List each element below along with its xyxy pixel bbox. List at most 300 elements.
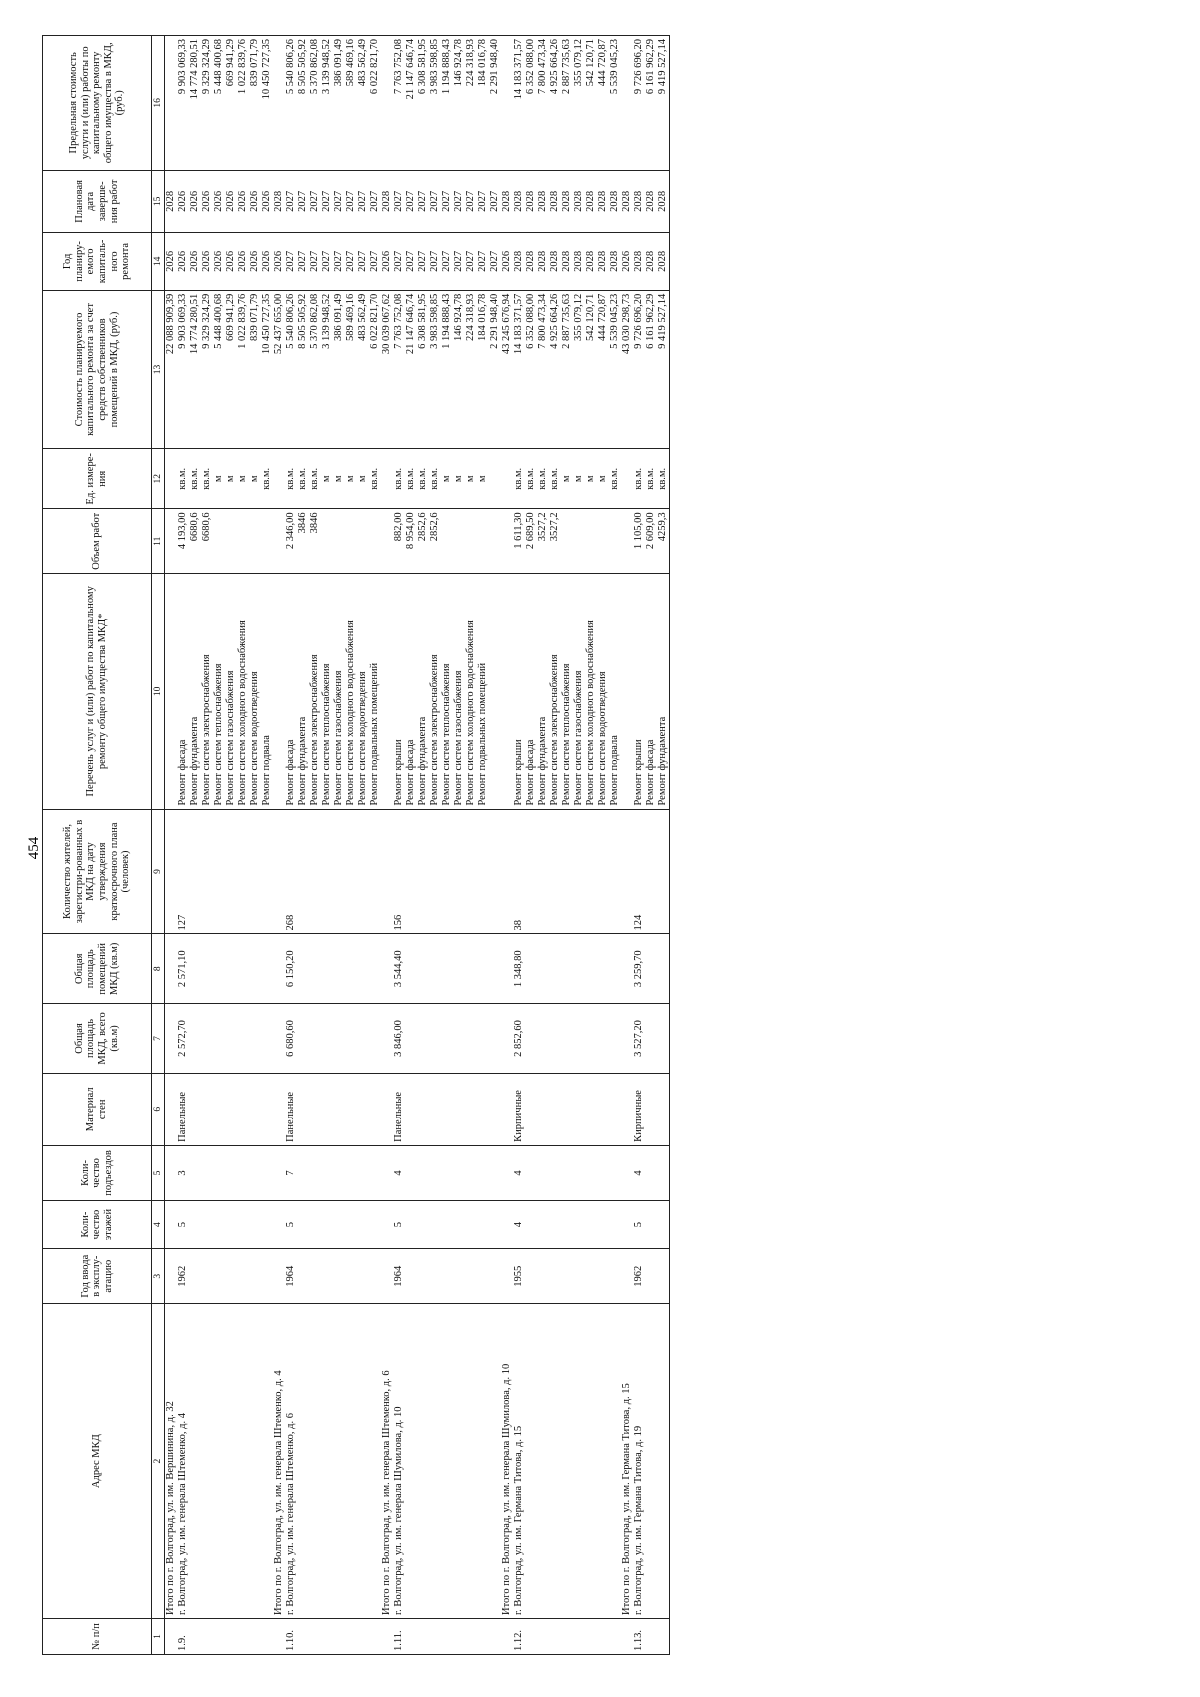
cell-limit-cost-line: 5 370 862,08: [309, 39, 320, 95]
cell-residents: [165, 809, 178, 934]
cell-cost-line: 3 983 598,85: [429, 293, 440, 349]
cell-unit: [501, 449, 513, 509]
table-row: [621, 36, 633, 1655]
column-number-row: [152, 36, 165, 1655]
cell-volume: [501, 509, 513, 574]
cell-limit-cost-line: 7 800 473,34: [537, 39, 548, 95]
cell-cost-line: 6 022 821,70: [369, 293, 380, 349]
cell-works: [165, 574, 178, 809]
cell-cost-line: 5 370 862,08: [309, 293, 320, 349]
cell-repair-year-line: 2026: [237, 250, 248, 272]
cell-address: Итого по г. Волгоград, ул. им. генерала Штеменко, д. 4: [273, 1304, 285, 1619]
cell-floors: [489, 1201, 501, 1249]
cell-volume-line: 3527,2: [549, 512, 560, 542]
cell-limit-cost-line: 6 352 088,00: [525, 39, 536, 95]
cell-unit-line: м: [453, 475, 464, 483]
cell-repair-year: [501, 233, 513, 291]
cell-repair-year-line: 2026: [501, 250, 512, 272]
cell-end-date: [513, 170, 621, 232]
cell-volume-line: [237, 512, 249, 570]
cell-floors: 5: [393, 1201, 489, 1249]
cell-limit-cost-line: 1 194 888,43: [441, 39, 452, 95]
cell-entrances: [501, 1145, 513, 1200]
header-area-total: Общая площадь МКД, всего (кв.м): [43, 1004, 152, 1074]
cell-limit-cost: [165, 36, 178, 171]
header-end-date: Плановая дата заверше-ния работ: [43, 170, 152, 232]
cell-end-date-line: 2026: [249, 190, 260, 212]
cell-works: [393, 574, 489, 809]
cell-end-date: [621, 170, 633, 232]
header-works: Перечень услуг и (или) работ по капитальному ремонту общего имущества МКД*: [43, 574, 152, 809]
cell-end-date-line: 2028: [621, 190, 632, 212]
cell-year-built: [621, 1249, 633, 1304]
cell-limit-cost-line: [273, 39, 285, 167]
cell-works-line: Ремонт систем электроснабжения: [309, 654, 320, 806]
cell-volume-line: [333, 512, 345, 570]
header-walls: Материал стен: [43, 1073, 152, 1145]
cell-volume-line: 2 689,50: [525, 512, 536, 550]
cell-cost-line: 184 016,78: [477, 293, 488, 341]
cell-limit-cost: [285, 36, 381, 171]
cell-unit-line: кв.м.: [309, 467, 320, 490]
cell-limit-cost: [177, 36, 273, 171]
cell-works-line: Ремонт фундамента: [417, 716, 428, 806]
cell-repair-year-line: 2027: [345, 250, 356, 272]
cell-works-line: Ремонт систем электроснабжения: [429, 654, 440, 806]
cell-repair-year: [285, 233, 381, 291]
cell-repair-year-line: 2027: [489, 250, 500, 272]
cell-cost: [633, 290, 670, 449]
cell-cost-line: 5 448 400,68: [213, 293, 224, 349]
cell-unit-line: [381, 452, 393, 505]
cell-entrances: [381, 1145, 393, 1200]
cell-volume-line: 3846: [309, 512, 320, 534]
cell-repair-year-line: 2027: [369, 250, 380, 272]
cell-volume-line: [453, 512, 465, 570]
cell-end-date: [273, 170, 285, 232]
cell-volume-line: [213, 512, 225, 570]
cell-walls: Кирпичные: [633, 1073, 670, 1145]
cell-area-premises: 6 150,20: [285, 934, 381, 1004]
cell-volume-line: 6680,6: [201, 512, 212, 542]
cell-end-date-line: 2028: [561, 190, 572, 212]
cell-volume-line: [441, 512, 453, 570]
cell-limit-cost-line: 4 925 664,26: [549, 39, 560, 95]
cell-residents: [621, 809, 633, 934]
cell-unit-line: кв.м.: [609, 467, 620, 490]
cell-end-date-line: 2028: [633, 190, 644, 212]
column-number: 14: [152, 233, 165, 291]
cell-area-total: 3 527,20: [633, 1004, 670, 1074]
cell-end-date: [381, 170, 393, 232]
cell-area-total: [165, 1004, 178, 1074]
cell-works-line: Ремонт крыши: [633, 739, 644, 806]
cell-end-date: [393, 170, 489, 232]
cell-end-date-line: 2028: [537, 190, 548, 212]
cell-num: [501, 1618, 513, 1654]
cell-limit-cost-line: 9 329 324,29: [201, 39, 212, 95]
cell-volume-line: [345, 512, 357, 570]
cell-limit-cost-line: 224 318,93: [465, 39, 476, 87]
cell-unit-line: кв.м.: [645, 467, 656, 490]
cell-cost-line: 22 088 909,39: [165, 293, 176, 355]
cell-limit-cost-line: 146 924,78: [453, 39, 464, 87]
cell-repair-year-line: 2026: [165, 250, 176, 272]
cell-works-line: Ремонт систем водоотведения: [357, 671, 368, 806]
cell-end-date-line: 2028: [165, 190, 176, 212]
cell-repair-year-line: 2028: [549, 250, 560, 272]
cell-residents: [381, 809, 393, 934]
column-number: 15: [152, 170, 165, 232]
cell-unit-line: м: [345, 475, 356, 483]
cell-volume-line: [501, 512, 513, 570]
cell-repair-year-line: 2026: [225, 250, 236, 272]
cell-unit-line: [501, 452, 513, 505]
cell-end-date-line: 2026: [177, 190, 188, 212]
cell-volume-line: [249, 512, 261, 570]
cell-walls: [501, 1073, 513, 1145]
cell-end-date-line: 2028: [645, 190, 656, 212]
cell-unit: [177, 449, 273, 509]
cell-works-line: Ремонт подвальных помещений: [477, 662, 488, 806]
cell-volume-line: [561, 512, 573, 570]
cell-limit-cost-line: [501, 39, 513, 167]
cell-works: [177, 574, 273, 809]
cell-end-date-line: 2027: [369, 190, 380, 212]
cell-walls: [621, 1073, 633, 1145]
cell-repair-year-line: 2027: [393, 250, 404, 272]
cell-area-total: 2 572,70: [177, 1004, 273, 1074]
cell-limit-cost-line: 5 448 400,68: [213, 39, 224, 95]
cell-repair-year-line: 2027: [405, 250, 416, 272]
cell-walls: [381, 1073, 393, 1145]
cell-end-date-line: 2028: [513, 190, 524, 212]
cell-works-line: Ремонт фундамента: [537, 716, 548, 806]
cell-works-line: Ремонт фундамента: [657, 716, 668, 806]
header-address: Адрес МКД: [43, 1304, 152, 1619]
cell-area-total: 6 680,60: [285, 1004, 381, 1074]
cell-end-date: [165, 170, 178, 232]
cell-end-date-line: 2027: [393, 190, 404, 212]
cell-residents: 127: [177, 809, 273, 934]
cell-works: [273, 574, 285, 809]
cell-repair-year-line: 2026: [621, 250, 632, 272]
cell-works-line: Ремонт фасада: [177, 739, 188, 806]
cell-address: г. Волгоград, ул. им. Германа Титова, д. 19: [633, 1304, 670, 1619]
cell-limit-cost: [501, 36, 513, 171]
cell-end-date-line: 2027: [357, 190, 368, 212]
cell-limit-cost-line: 6 308 581,95: [417, 39, 428, 95]
cell-repair-year-line: 2026: [189, 250, 200, 272]
cell-walls: [273, 1073, 285, 1145]
cell-unit-line: кв.м.: [189, 467, 200, 490]
cell-end-date-line: 2026: [213, 190, 224, 212]
cell-address: Итого по г. Волгоград, ул. им. генерала Штеменко, д. 6: [381, 1304, 393, 1619]
table-row: [273, 36, 285, 1655]
cell-cost-line: 2 291 948,40: [489, 293, 500, 349]
table-row: [165, 36, 178, 1655]
cell-num: [489, 1618, 501, 1654]
cell-works-line: Ремонт систем электроснабжения: [201, 654, 212, 806]
cell-end-date-line: 2027: [441, 190, 452, 212]
cell-repair-year-line: 2027: [297, 250, 308, 272]
column-number: 12: [152, 449, 165, 509]
page-number: 454: [26, 836, 42, 860]
cell-volume-line: 882,00: [393, 512, 404, 542]
cell-works-line: Ремонт фасада: [285, 739, 296, 806]
cell-cost-line: 4 925 664,26: [549, 293, 560, 349]
rotated-sheet: [42, 35, 1152, 1655]
cell-cost: [489, 290, 501, 449]
cell-volume-line: 1 105,00: [633, 512, 644, 550]
header-cost: Стоимость планируемого капитального ремонта за счет средств собственников помещений в МКД, (руб.): [43, 290, 152, 449]
cell-num: [621, 1618, 633, 1654]
cell-cost-line: 1 194 888,43: [441, 293, 452, 349]
cell-works-line: Ремонт фасада: [645, 739, 656, 806]
cell-limit-cost-line: 9 419 527,14: [657, 39, 668, 95]
cell-area-total: [489, 1004, 501, 1074]
cell-volume: [177, 509, 273, 574]
column-number: 1: [152, 1618, 165, 1654]
cell-volume-line: [465, 512, 477, 570]
cell-entrances: [621, 1145, 633, 1200]
cell-unit-line: кв.м.: [549, 467, 560, 490]
cell-year-built: 1964: [285, 1249, 381, 1304]
cell-cost-line: 9 903 069,33: [177, 293, 188, 349]
cell-cost-line: 839 071,79: [249, 293, 260, 341]
cell-repair-year-line: 2026: [261, 250, 272, 272]
cell-area-total: 3 846,00: [393, 1004, 489, 1074]
cell-works-line: [489, 577, 501, 805]
cell-cost-line: 542 120,71: [585, 293, 596, 341]
column-number: 2: [152, 1304, 165, 1619]
cell-cost-line: 21 147 646,74: [405, 293, 416, 355]
cell-num: 1.12.: [513, 1618, 621, 1654]
cell-end-date-line: 2028: [597, 190, 608, 212]
cell-works-line: Ремонт фундамента: [297, 716, 308, 806]
header-repair-year: Год планиру-емого капиталь-ного ремонта: [43, 233, 152, 291]
cell-unit-line: м: [321, 475, 332, 483]
cell-unit-line: [273, 452, 285, 505]
cell-unit-line: кв.м.: [417, 467, 428, 490]
cell-residents: 124: [633, 809, 670, 934]
cell-repair-year-line: 2028: [525, 250, 536, 272]
cell-unit: [513, 449, 621, 509]
cell-repair-year-line: 2027: [429, 250, 440, 272]
cell-limit-cost-line: 2 887 735,63: [561, 39, 572, 95]
cell-limit-cost-line: 483 562,49: [357, 39, 368, 87]
cell-end-date: [633, 170, 670, 232]
cell-address: г. Волгоград, ул. им. генерала Штеменко, д. 6: [285, 1304, 381, 1619]
table-row: [501, 36, 513, 1655]
cell-unit-line: [165, 452, 177, 505]
cell-repair-year-line: 2026: [381, 250, 392, 272]
column-number: 8: [152, 934, 165, 1004]
cell-entrances: 4: [393, 1145, 489, 1200]
cell-unit-line: кв.м.: [261, 467, 272, 490]
cell-works-line: Ремонт систем водоотведения: [249, 671, 260, 806]
cell-area-total: [501, 1004, 513, 1074]
cell-unit-line: м: [561, 475, 572, 483]
cell-floors: 5: [285, 1201, 381, 1249]
cell-works-line: Ремонт систем теплоснабжения: [441, 663, 452, 806]
cell-repair-year-line: 2027: [357, 250, 368, 272]
cell-cost-line: 6 352 088,00: [525, 293, 536, 349]
cell-unit-line: кв.м.: [393, 467, 404, 490]
cell-volume: [273, 509, 285, 574]
cell-entrances: 7: [285, 1145, 381, 1200]
cell-volume: [621, 509, 633, 574]
cell-area-total: [381, 1004, 393, 1074]
cell-address: г. Волгоград, ул. им. генерала Штеменко, д. 4: [177, 1304, 273, 1619]
cell-cost-line: 669 941,29: [225, 293, 236, 341]
column-number: 16: [152, 36, 165, 171]
cell-volume-line: 2 346,00: [285, 512, 296, 550]
cell-limit-cost: [273, 36, 285, 171]
cell-repair-year-line: 2026: [177, 250, 188, 272]
cell-address: Итого по г. Волгоград, ул. им. Вершинина, д. 32: [165, 1304, 178, 1619]
header-residents: Количество жителей, зарегистри-рованных в МКД на дату утверждения краткосрочного плана (человек): [43, 809, 152, 934]
cell-volume-line: [381, 512, 393, 570]
cell-repair-year-line: 2027: [477, 250, 488, 272]
cell-floors: 5: [633, 1201, 670, 1249]
cell-cost-line: 7 800 473,34: [537, 293, 548, 349]
cell-limit-cost-line: 444 720,87: [597, 39, 608, 87]
cell-limit-cost-line: [381, 39, 393, 167]
cell-num: [381, 1618, 393, 1654]
cell-works-line: Ремонт систем водоотведения: [597, 671, 608, 806]
cell-volume-line: [369, 512, 381, 570]
cell-address: Итого по г. Волгоград, ул. им. Германа Титова, д. 15: [621, 1304, 633, 1619]
cell-area-premises: 3 259,70: [633, 934, 670, 1004]
cell-works-line: Ремонт систем холодного водоснабжения: [345, 620, 356, 806]
cell-unit: [165, 449, 178, 509]
cell-works: [381, 574, 393, 809]
cell-floors: 5: [177, 1201, 273, 1249]
cell-floors: [381, 1201, 393, 1249]
table-row: [513, 36, 621, 1655]
cell-area-premises: 1 348,80: [513, 934, 621, 1004]
cell-area-premises: [501, 934, 513, 1004]
cell-entrances: [489, 1145, 501, 1200]
cell-end-date-line: 2027: [345, 190, 356, 212]
cell-works-line: Ремонт подвала: [609, 735, 620, 806]
cell-area-total: [273, 1004, 285, 1074]
cell-end-date-line: 2026: [237, 190, 248, 212]
cell-limit-cost-line: 21 147 646,74: [405, 39, 416, 100]
cell-works-line: [165, 577, 177, 805]
cell-residents: 156: [393, 809, 489, 934]
cell-volume-line: [225, 512, 237, 570]
cell-volume-line: [261, 512, 273, 570]
cell-volume-line: 2 609,00: [645, 512, 656, 550]
cell-works-line: Ремонт систем газоснабжения: [453, 670, 464, 806]
table-row: [633, 36, 670, 1655]
column-number: 9: [152, 809, 165, 934]
table-row: [393, 36, 489, 1655]
cell-walls: [165, 1073, 178, 1145]
column-number: 5: [152, 1145, 165, 1200]
header-unit: Ед. измере-ния: [43, 449, 152, 509]
cell-end-date-line: 2027: [297, 190, 308, 212]
cell-end-date: [177, 170, 273, 232]
header-floors: Коли-чество этажей: [43, 1201, 152, 1249]
cell-cost-line: 444 720,87: [597, 293, 608, 341]
cell-end-date-line: 2028: [585, 190, 596, 212]
cell-volume-line: 8 954,00: [405, 512, 416, 550]
cell-year-built: [273, 1249, 285, 1304]
cell-address: Итого по г. Волгоград, ул. им. генерала Шумилова, д. 10: [501, 1304, 513, 1619]
cell-works: [501, 574, 513, 809]
cell-cost-line: 14 183 371,57: [513, 293, 524, 355]
cell-repair-year: [381, 233, 393, 291]
cell-cost-line: 355 079,12: [573, 293, 584, 341]
table-body: [165, 36, 670, 1655]
cell-end-date-line: 2027: [405, 190, 416, 212]
cell-area-premises: [621, 934, 633, 1004]
table-row: [285, 36, 381, 1655]
cell-repair-year-line: 2027: [333, 250, 344, 272]
cell-cost-line: 589 469,16: [345, 293, 356, 341]
cell-area-premises: [489, 934, 501, 1004]
cell-residents: 38: [513, 809, 621, 934]
header-limit-cost: Предельная стоимость услуги и (или) работы по капитальному ремонту общего имущества в МКД, (руб.): [43, 36, 152, 171]
cell-cost-line: 9 329 324,29: [201, 293, 212, 349]
cell-walls: [489, 1073, 501, 1145]
header-entrances: Коли-чество подъездов: [43, 1145, 152, 1200]
cell-cost-line: 2 887 735,63: [561, 293, 572, 349]
cell-repair-year: [165, 233, 178, 291]
cell-cost: [513, 290, 621, 449]
cell-end-date-line: 2028: [573, 190, 584, 212]
cell-cost-line: 6 161 962,29: [645, 293, 656, 349]
cell-volume-line: [585, 512, 597, 570]
cell-num: 1.11.: [393, 1618, 489, 1654]
cell-unit: [381, 449, 393, 509]
cell-works-line: [381, 577, 393, 805]
cell-limit-cost-line: 9 726 696,20: [633, 39, 644, 95]
cell-unit-line: м: [573, 475, 584, 483]
cell-works-line: Ремонт систем холодного водоснабжения: [237, 620, 248, 806]
cell-cost-line: 52 437 655,00: [273, 293, 284, 355]
cell-works-line: Ремонт систем теплоснабжения: [213, 663, 224, 806]
cell-end-date-line: 2028: [657, 190, 668, 212]
cell-residents: 268: [285, 809, 381, 934]
cell-end-date-line: 2027: [465, 190, 476, 212]
cell-unit-line: кв.м.: [177, 467, 188, 490]
cell-volume-line: [357, 512, 369, 570]
cell-cost-line: 3 139 948,52: [321, 293, 332, 349]
cell-repair-year-line: 2027: [321, 250, 332, 272]
cell-repair-year-line: 2028: [633, 250, 644, 272]
cell-unit: [489, 449, 501, 509]
cell-walls: Панельные: [393, 1073, 489, 1145]
cell-repair-year-line: 2027: [441, 250, 452, 272]
cell-limit-cost-line: 9 903 069,33: [177, 39, 188, 95]
cell-repair-year-line: 2028: [585, 250, 596, 272]
cell-num: 1.10.: [285, 1618, 381, 1654]
cell-end-date-line: 2028: [501, 190, 512, 212]
cell-unit-line: м: [249, 475, 260, 483]
cell-volume-line: [609, 512, 621, 570]
cell-volume-line: [165, 512, 177, 570]
cell-num: [165, 1618, 178, 1654]
cell-works-line: Ремонт фасада: [405, 739, 416, 806]
cell-unit-line: кв.м.: [285, 467, 296, 490]
cell-limit-cost: [633, 36, 670, 171]
header-volume: Объем работ: [43, 509, 152, 574]
cell-cost-line: 9 419 527,14: [657, 293, 668, 349]
